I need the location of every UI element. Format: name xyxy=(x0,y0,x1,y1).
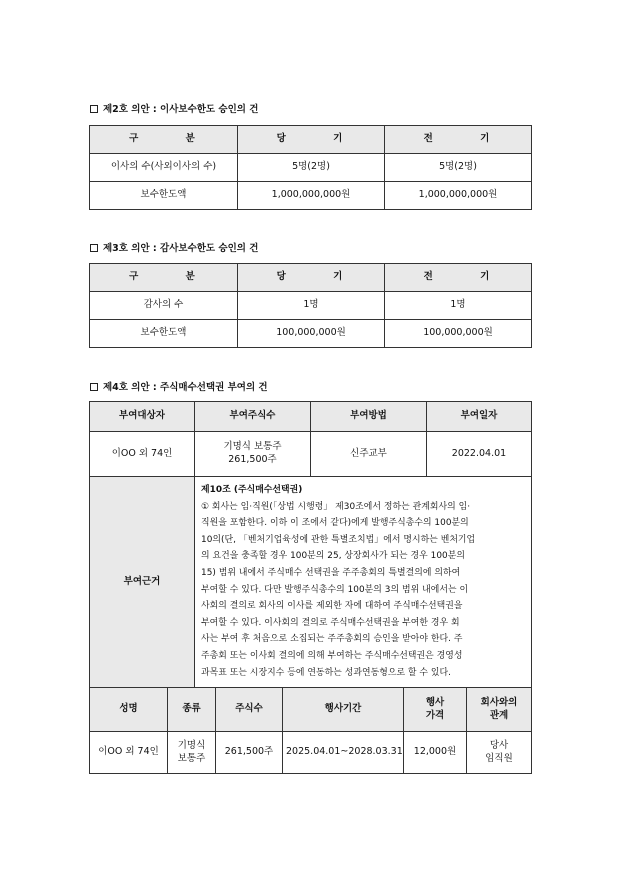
detail-period: 2025.04.01~2028.03.31 xyxy=(283,732,404,774)
detail-kind xyxy=(168,732,216,774)
detail-relation xyxy=(467,732,532,774)
article-line: 부여할 수 있다. 이사회의 결의로 주식매수선택권을 부여한 경우 회 xyxy=(201,617,460,628)
header-current: 당 기 xyxy=(238,264,385,292)
header-current: 당 기 xyxy=(238,126,385,154)
detail-relation-line1: 당사 xyxy=(489,739,509,751)
header-grant-method: 부여방법 xyxy=(311,402,427,432)
grant-shares-line2: 261,500주 xyxy=(228,454,277,465)
header-period: 행사기간 xyxy=(283,688,404,732)
checkbox-square-icon xyxy=(90,244,98,252)
section3-table xyxy=(89,263,532,348)
basis-text xyxy=(195,477,532,688)
article-line: 부여할 수 있다. 다만 발행주식총수의 100분의 3의 범위 내에서는 이 xyxy=(201,584,469,595)
header-shares: 주식수 xyxy=(216,688,283,732)
section3-title-text: 제3호 의안 : 감사보수한도 승인의 건 xyxy=(103,243,259,254)
row-previous: 5명(2명) xyxy=(385,154,532,182)
header-category: 구 분 xyxy=(90,264,238,292)
row-current: 1,000,000,000원 xyxy=(238,182,385,210)
section2-table xyxy=(89,125,532,210)
table-header-row xyxy=(90,402,532,432)
article-line: 과목표 또는 시장지수 등에 연동하는 성과연동형으로 할 수 있다. xyxy=(201,667,452,678)
section2-title-text: 제2호 의안 : 이사보수한도 승인의 건 xyxy=(103,104,259,115)
table-row xyxy=(90,182,532,210)
detail-price: 12,000원 xyxy=(404,732,467,774)
table-row xyxy=(90,320,532,348)
row-label: 감사의 수 xyxy=(90,292,238,320)
header-relation-line2: 관계 xyxy=(489,709,509,721)
header-grant-target: 부여대상자 xyxy=(90,402,195,432)
checkbox-square-icon xyxy=(90,105,98,113)
detail-kind-line1: 기명식 xyxy=(177,739,206,751)
detail-shares: 261,500주 xyxy=(216,732,283,774)
header-price-line1: 행사 xyxy=(425,696,445,708)
header-grant-date: 부여일자 xyxy=(427,402,532,432)
section2-title xyxy=(90,101,258,115)
header-relation xyxy=(467,688,532,732)
article-line: 15) 범위 내에서 주식매수 선택권을 주주총회의 특별결의에 의하여 xyxy=(201,567,461,578)
row-previous: 1,000,000,000원 xyxy=(385,182,532,210)
row-previous: 100,000,000원 xyxy=(385,320,532,348)
table-header-row xyxy=(90,264,532,292)
table-row xyxy=(90,432,532,477)
table-header-row xyxy=(90,126,532,154)
detail-name: 이OO 외 74인 xyxy=(90,732,168,774)
header-kind: 종류 xyxy=(168,688,216,732)
grant-target: 이OO 외 74인 xyxy=(90,432,195,477)
header-price xyxy=(404,688,467,732)
header-previous: 전 기 xyxy=(385,126,532,154)
row-current: 5명(2명) xyxy=(238,154,385,182)
grant-date: 2022.04.01 xyxy=(427,432,532,477)
section4-title-text: 제4호 의안 : 주식매수선택권 부여의 건 xyxy=(103,382,268,393)
header-previous: 전 기 xyxy=(385,264,532,292)
article-title: 제10조 (주식매수선택권) xyxy=(201,485,303,495)
row-current: 1명 xyxy=(238,292,385,320)
section4-detail-table xyxy=(89,687,532,774)
article-line: 10의(단, 「벤처기업육성에 관한 특별조치법」에서 명시하는 벤처기업 xyxy=(201,534,476,545)
detail-relation-line2: 임직원 xyxy=(485,752,513,764)
row-label: 보수한도액 xyxy=(90,320,238,348)
row-label: 보수한도액 xyxy=(90,182,238,210)
article-line: 의 요건을 충족할 경우 100분의 25, 상장회사가 되는 경우 100분의 xyxy=(201,551,465,562)
basis-row xyxy=(90,477,532,688)
article-line: 사회의 결의로 회사의 이사를 제외한 자에 대하여 주식매수선택권을 xyxy=(201,601,463,612)
header-price-line2: 가격 xyxy=(425,709,445,721)
checkbox-square-icon xyxy=(90,383,98,391)
section4-title xyxy=(90,379,268,393)
row-previous: 1명 xyxy=(385,292,532,320)
table-row xyxy=(90,732,532,774)
header-name: 성명 xyxy=(90,688,168,732)
article-line: ① 회사는 임·직원(「상법 시행령」 제30조에서 정하는 관계회사의 임· xyxy=(201,501,471,512)
header-grant-shares: 부여주식수 xyxy=(195,402,311,432)
table-row xyxy=(90,154,532,182)
grant-shares-line1: 기명식 보통주 xyxy=(223,441,282,453)
basis-label: 부여근거 xyxy=(90,477,195,688)
section3-title xyxy=(90,240,258,254)
row-label: 이사의 수(사외이사의 수) xyxy=(90,154,238,182)
section4-grant-table xyxy=(89,401,532,688)
row-current: 100,000,000원 xyxy=(238,320,385,348)
table-row xyxy=(90,292,532,320)
grant-shares xyxy=(195,432,311,477)
header-category: 구 분 xyxy=(90,126,238,154)
header-relation-line1: 회사와의 xyxy=(480,696,518,708)
article-line: 주총회 또는 이사회 결의에 의해 부여하는 주식매수선택권은 경영성 xyxy=(201,650,463,661)
article-line: 사는 부여 후 처음으로 소집되는 주주총회의 승인을 받아야 한다. 주 xyxy=(201,634,463,645)
article-line: 직원을 포함한다. 이하 이 조에서 같다)에게 발행주식총수의 100분의 xyxy=(201,518,469,529)
grant-method: 신주교부 xyxy=(311,432,427,477)
detail-kind-line2: 보통주 xyxy=(177,752,206,764)
table-header-row xyxy=(90,688,532,732)
